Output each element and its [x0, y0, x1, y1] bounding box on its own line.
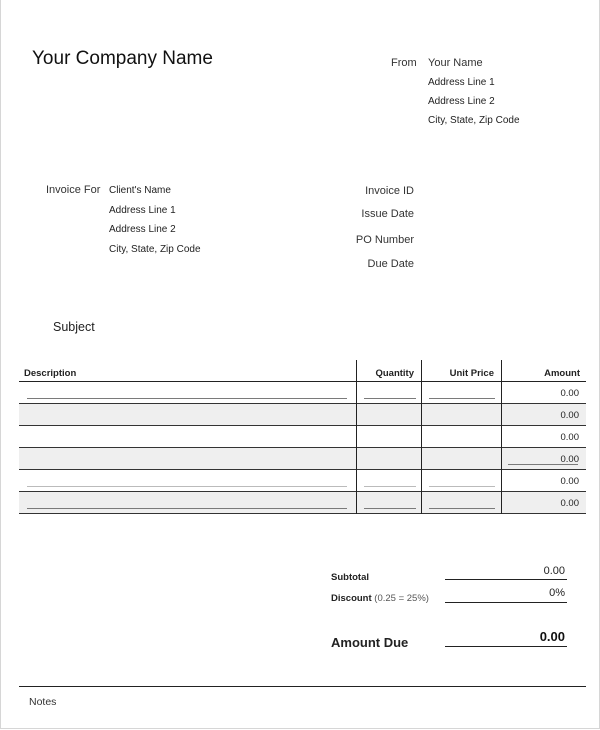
amount-due-value: 0.00 [539, 629, 565, 644]
subject-label: Subject [53, 320, 95, 334]
discount-value: 0% [549, 587, 565, 599]
column-divider [356, 360, 357, 514]
client-city-state-zip: City, State, Zip Code [109, 244, 201, 255]
from-address-line-1: Address Line 1 [428, 77, 495, 88]
notes-label: Notes [29, 696, 57, 708]
column-divider [501, 360, 502, 514]
amount-due-line [445, 646, 567, 647]
from-address-line-2: Address Line 2 [428, 96, 495, 107]
column-divider [421, 360, 422, 514]
discount-note: (0.25 = 25%) [374, 593, 429, 604]
from-label: From [391, 57, 417, 69]
issue-date-label: Issue Date [361, 208, 414, 220]
row-amount: 0.00 [560, 410, 579, 421]
row-amount: 0.00 [560, 454, 579, 465]
subtotal-label: Subtotal [331, 572, 369, 583]
notes-rule [19, 686, 586, 687]
amount-due-label: Amount Due [331, 635, 409, 650]
po-number-label: PO Number [355, 234, 414, 246]
company-name: Your Company Name [32, 48, 213, 69]
discount-label-text: Discount [331, 593, 372, 604]
row-amount: 0.00 [560, 476, 579, 487]
row-amount: 0.00 [560, 432, 579, 443]
column-header-unit-price: Unit Price [449, 368, 494, 379]
due-date-label: Due Date [367, 258, 414, 270]
discount-label [331, 593, 429, 604]
row-amount: 0.00 [560, 388, 579, 399]
discount-line [445, 602, 567, 603]
from-city-state-zip: City, State, Zip Code [428, 115, 520, 126]
subtotal-line [445, 579, 567, 580]
invoice-for-label: Invoice For [46, 184, 101, 196]
column-header-quantity: Quantity [375, 368, 414, 379]
client-address-line-1: Address Line 1 [109, 205, 176, 216]
line-items-table [19, 360, 586, 514]
client-name: Client's Name [109, 185, 171, 196]
row-amount: 0.00 [560, 498, 579, 509]
column-header-amount: Amount [544, 368, 580, 379]
from-name: Your Name [428, 57, 483, 69]
column-header-description: Description [24, 368, 77, 379]
invoice-id-label: Invoice ID [365, 185, 414, 197]
subtotal-value: 0.00 [543, 565, 565, 577]
client-address-line-2: Address Line 2 [109, 224, 176, 235]
